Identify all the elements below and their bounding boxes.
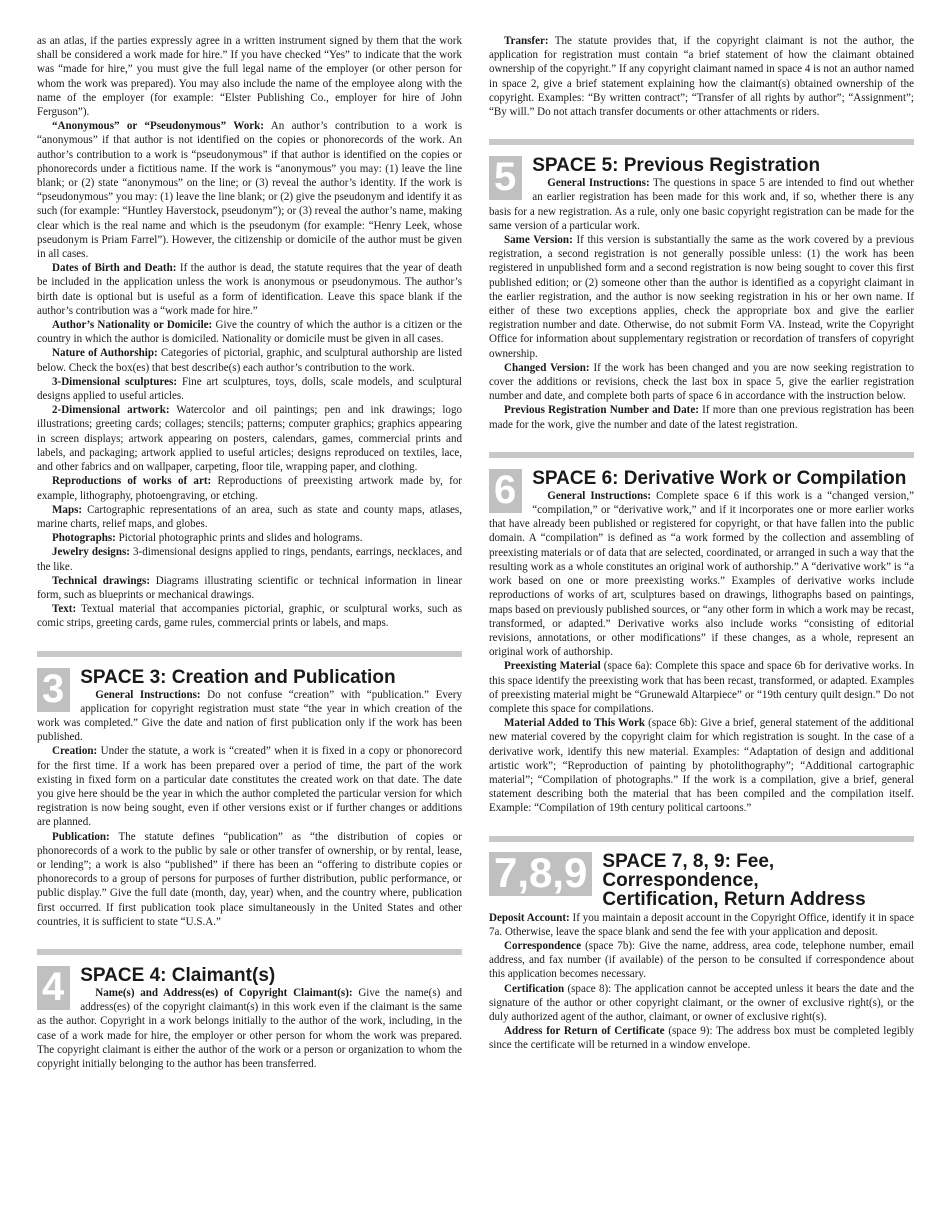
paragraph: Jewelry designs: 3-dimensional designs applied to rings, pendants, earrings, necklaces, and the like. (37, 546, 462, 573)
paragraph: Technical drawings: Diagrams illustrating scientific or technical information in linear form, such as blueprints or mechanical drawings. (37, 574, 462, 601)
section-title: SPACE 6: Derivative Work or Compilation (532, 467, 907, 489)
paragraph: Material Added to This Work (space 6b): Give a brief, general statement of the additional new material covered by the copyright claim for which registration is sought. In the case of a derivative work, identify this new material. Examples: “Adaptation of design and additional artistic work”; “Reproduction of painting by photolithography”; “Additional cartographic material”; “Compilation of photographs.” If the work is a compilation, give a brief, general statement describing both the material that has been compiled and the compilation itself. Example: “Compilation of 19th century political cartoons.” (489, 717, 915, 815)
paragraph: Name(s) and Address(es) of Copyright Claimant(s): Give the name(s) and address(es) of the copyright claimant(s) in this work even if the claimant is the same as the author. Copyright in a work belongs initially to the author of the work, including, in the case of a work made for hire, the employer or other person for whom the work was prepared. The copyright claimant is either the author of the work or a person or organization to whom the copyright initially belonging to the author has been transferred. (37, 986, 462, 1070)
paragraph: 2-Dimensional artwork: Watercolor and oil paintings; pen and ink drawings; logo illustrations; greeting cards; collages; stencils; patterns; computer graphics; graphics appearing in screen displays; artwork appearing on posters, calendars, games, commercial prints and labels, and packaging; artwork applied to useful articles; designs reproduced on textiles, lace, and other fabrics and on wallpaper, carpeting, floor tile, wrapping paper, and clothing. (37, 404, 462, 474)
paragraph: Dates of Birth and Death: If the author is dead, the statute requires that the year of death be included in the application unless the work is anonymous or pseudonymous. The author’s birth date is optional but is useful as a form of identification. Leave this space blank if the author’s contribution was a “work made for hire.” (37, 262, 462, 317)
paragraph: Author’s Nationality or Domicile: Give the country of which the author is a citizen or the country in which the author is domiciled. Nationality or domicile must be given in all cases. (37, 319, 463, 346)
paragraph: Changed Version: If the work has been changed and you are now seeking registration to cover the additions or revisions, check the last box in space 5, give the earlier registration number and date, and complete both parts of space 6 in accordance with the instruction below. (489, 361, 914, 403)
section-number: 6 (489, 469, 522, 513)
section-3 (37, 651, 462, 929)
paragraph: Maps: Cartographic representations of an area, such as state and county maps, atlases, marine charts, relief maps, and globes. (37, 503, 462, 530)
paragraph: “Anonymous” or “Pseudonymous” Work: An author’s contribution to a work is “anonymous” if that author is not identified on the copies or phonorecords of the work. An author’s contribution to a work is “pseudonymous” if that author is identified on the copies or phonorecords under a fictitious name. If the work is “anonymous” you may: (1) leave the line blank; or (2) state “anonymous” on the line; or (3) reveal the author’s identity. If the work is “pseudonymous” you may: (1) leave the line blank; or (2) give the pseudonym and identify it as such (for example: “Huntley Haverstock, pseudonym”); or (3) reveal the author’s name, making clear which is the real name and which is the pseudonym (for example: “Henry Leek, whose pseudonym is Priam Farrel”). However, the citizenship or domicile of the author must be given in all cases. (37, 120, 462, 261)
paragraph: Address for Return of Certificate (space 9): The address box must be completed legibly since the certificate will be returned in a window envelope. (489, 1025, 914, 1052)
paragraph: Photographs: Pictorial photographic prints and slides and holograms. (52, 532, 363, 545)
paragraph: Preexisting Material (space 6a): Complete this space and space 6b for derivative works. In this space identify the preexisting work that has been recast, transformed, or adapted. Examples of preexisting material might be “Grunewald Altarpiece” or “19th century quilt design.” Do not complete this space for compilations. (489, 660, 914, 715)
paragraph: Text: Textual material that accompanies pictorial, graphic, or sculptural works, such as comic strips, greeting cards, game rules, commercial prints or labels, and maps. (37, 603, 462, 630)
section-title: SPACE 4: Claimant(s) (80, 964, 276, 986)
right-intro (489, 34, 914, 119)
paragraph: as an atlas, if the parties expressly agree in a written instrument signed by them that the work shall be considered a work made for hire.” If you have checked “Yes” to indicate that the work was “made for hire,” you must give the full legal name of the employer (or other person for whom the work was prepared). You may also include the name of the employee along with the name of the employer (for example: “Elster Publishing Co., employer for hire of John Ferguson”). (37, 35, 462, 119)
paragraph: Certification (space 8): The application cannot be accepted unless it bears the date and the signature of the author or other copyright claimant, or the owner of exclusive right(s), or the duly authorized agent of the author, claimant, or owner of exclusive right(s). (489, 982, 914, 1023)
paragraph: Same Version: If this version is substantially the same as the work covered by a previous registration, a second registration is not generally possible unless: (1) the work has been registered in unpublished form and a second registration is now being sought to cover this first published edition; or (2) someone other than the author is identified as a copyright claimant in the earlier registration, and the author is now seeking registration in his or her own name. If either of these two exceptions applies, check the appropriate box and give the earlier registration number and date. Otherwise, do not submit Form VA. Instead, write the Copyright Office for information about supplementary registration or recordation of transfers of copyright ownership. (489, 234, 914, 360)
paragraph: Previous Registration Number and Date: If more than one previous registration has been made for the work, give the number and date of the latest registration. (489, 404, 914, 431)
paragraph: Creation: Under the statute, a work is “created” when it is fixed in a copy or phonorecord for the first time. If a work has been prepared over a period of time, the part of the work existing in fixed form on a particular date constitutes the created work on that date. The date you give here should be the year in which the author completed the particular version for which registration is now being sought, even if other versions exist or if further changes or additions are planned. (37, 745, 462, 829)
left-column (37, 34, 462, 1071)
section-title-line: Certification, Return Address (602, 888, 866, 910)
paragraph: General Instructions: Do not confuse “creation” with “publication.” Every application for copyright registration must state “the year in which creation of the work was completed.” Give the date and nation of first publication only if the work has been published. (37, 688, 462, 744)
section-4 (37, 949, 462, 1071)
section-title: SPACE 5: Previous Registration (532, 155, 821, 177)
paragraph: Transfer: The statute provides that, if the copyright claimant is not the author, the application for registration must contain “a brief statement of how the claimant obtained ownership of the copyright.” If any copyright claimant named in space 4 is not an author named in space 2, give a brief statement explaining how the claimant(s) obtained ownership of the copyright. Examples: “By written contract”; “Transfer of all rights by author”; “Assignment”; “By will.” Do not attach transfer documents or other attachments or riders. (489, 35, 914, 119)
paragraph: 3-Dimensional sculptures: Fine art sculptures, toys, dolls, scale models, and sculptural designs applied to useful articles. (37, 375, 462, 403)
section-title: SPACE 3: Creation and Publication (80, 666, 396, 688)
section-6 (489, 452, 914, 816)
paragraph: General Instructions: The questions in space 5 are intended to find out whether an earlier registration has been made for this work and, if so, whether there is any basis for a new registration. As a rule, only one basic copyright registration can be made for the same version of a particular work. (489, 177, 914, 232)
section-number: 5 (489, 156, 522, 200)
left-intro (37, 34, 462, 631)
section-number: 7,8,9 (489, 852, 592, 896)
section-7-8-9 (489, 836, 914, 1053)
paragraph: Publication: The statute defines “publication” as “the distribution of copies or phonorecords of a work to the public by sale or other transfer of ownership, or by rental, lease, or lending”; a work is also “published” if there has been an “offering to distribute copies or phonorecords to a group of persons for purposes of further distribution, public performance, or public display.” Give the full date (month, day, year) when, and the country where, publication first occurred. If first publication took place simultaneously in the United States and other countries, it is sufficient to state “U.S.A.” (37, 830, 462, 928)
section-number: 4 (37, 966, 70, 1010)
section-number: 3 (37, 668, 70, 712)
paragraph: Correspondence (space 7b): Give the name, address, area code, telephone number, email address, and fax number (if available) of the person to be consulted if correspondence about this application becomes necessary. (489, 939, 914, 981)
right-column (489, 34, 914, 1053)
section-title-line: SPACE 7, 8, 9: Fee, Correspondence, (602, 850, 775, 891)
paragraph: Reproductions of works of art: Reproductions of preexisting artwork made by, for example, lithography, photoengraving, or etching. (37, 475, 462, 502)
paragraph: Deposit Account: If you maintain a deposit account in the Copyright Office, identify it in space 7a. Otherwise, leave the space blank and send the fee with your application and deposit. (489, 911, 914, 938)
paragraph: General Instructions: Complete space 6 if this work is a “changed version,” “compilation,” or “derivative work,” and if it incorporates one or more earlier works that have already been published or registered for copyright, or that have fallen into the public domain. A “compilation” is defined as “a work formed by the collection and assembling of preexisting materials or of data that are selected, coordinated, or arranged in such a way that the resulting work as a whole constitutes an original work of authorship.” A “derivative work” is “a work based on one or more preexisting works.” Examples of derivative works include reproductions of works of art, sculptures based on drawings, lithographs based on paintings, maps based on previously published sources, or “any other form in which a work may be recast, transformed, or adapted.” Derivative works also include works “consisting of editorial revisions, annotations, or other modifications” if these changes, as a whole, represent an original work of authorship. (489, 489, 914, 659)
paragraph: Nature of Authorship: Categories of pictorial, graphic, and sculptural authorship are listed below. Check the box(es) that best describe(s) each author’s contribution to the work. (37, 347, 462, 374)
section-5 (489, 139, 914, 432)
